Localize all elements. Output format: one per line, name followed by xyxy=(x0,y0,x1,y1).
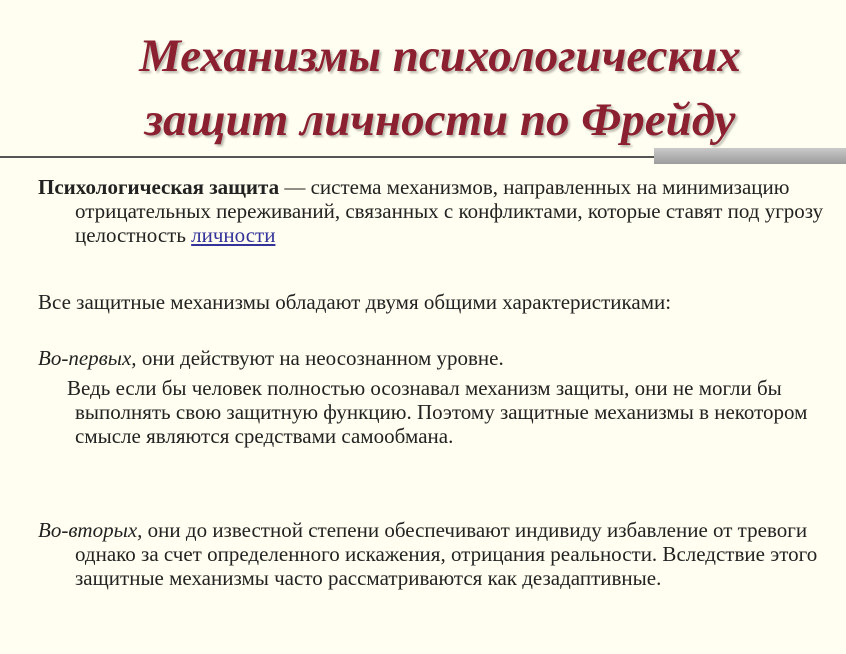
general-characteristics-paragraph: Все защитные механизмы обладают двумя общими характеристиками: xyxy=(38,290,672,314)
page-title xyxy=(60,24,820,152)
decorative-accent-bar xyxy=(654,148,846,164)
second-lead: Во-вторых, xyxy=(38,518,143,542)
first-text: они действуют на неосознанном уровне. xyxy=(136,346,504,370)
title-line-1: Механизмы психологических xyxy=(139,30,741,82)
definition-text: — система механизмов, направленных на минимизацию отрицательных переживаний, связанных с конфликтами, которые ставят под угрозу целостность xyxy=(75,175,824,247)
definition-paragraph xyxy=(38,175,846,247)
first-characteristic-paragraph xyxy=(38,346,846,370)
definition-term: Психологическая защита xyxy=(38,175,280,199)
second-text: они до известной степени обеспечивают индивиду избавление от тревоги однако за счет определенного искажения, отрицания реальности. Вследствие этого защитные механизмы часто рассматриваются как дезадаптивные. xyxy=(75,518,818,590)
first-explanation-paragraph: Ведь если бы человек полностью осознавал механизм защиты, они не могли бы выполнять свою защитную функцию. Поэтому защитные механизмы в некотором смысле являются средствами самообмана. xyxy=(67,376,808,448)
personality-link[interactable]: личности xyxy=(191,223,276,247)
title-line-2: защит личности по Фрейду xyxy=(144,94,736,146)
second-characteristic-paragraph xyxy=(38,518,846,590)
first-lead: Во-первых, xyxy=(38,346,137,370)
